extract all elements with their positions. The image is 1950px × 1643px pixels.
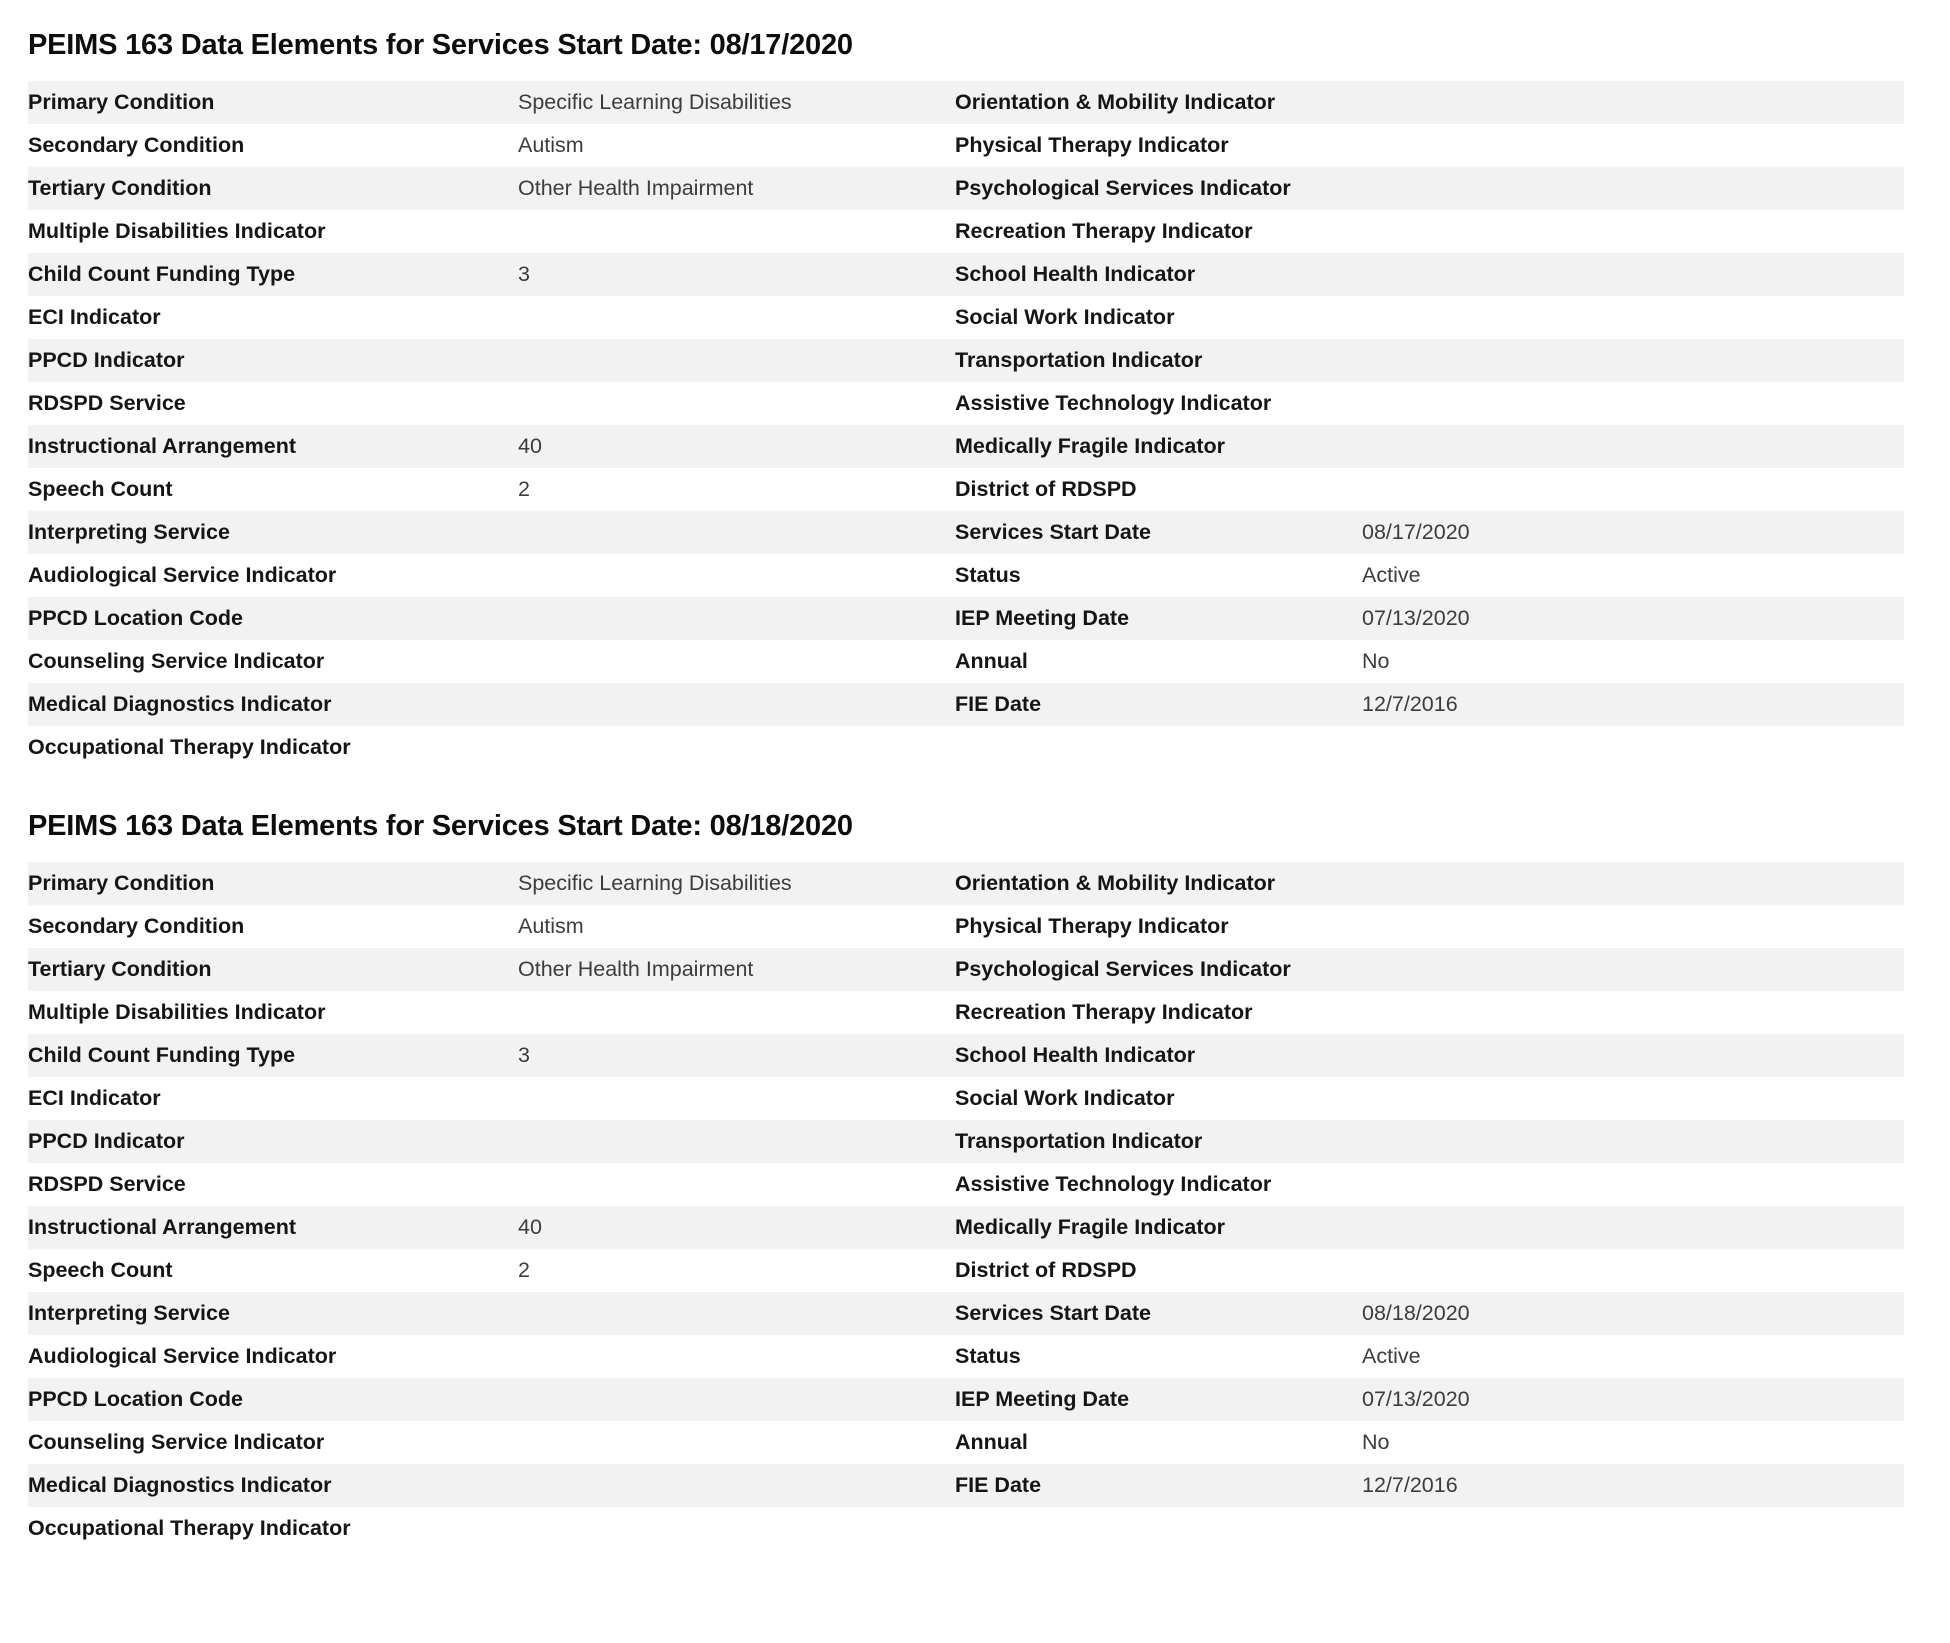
row-label-secondary: Annual <box>955 1429 1028 1454</box>
row-label-secondary: Orientation & Mobility Indicator <box>955 89 1276 114</box>
row-value-primary <box>518 511 955 554</box>
row-label-primary: PPCD Indicator <box>28 347 185 372</box>
row-value-primary: Other Health Impairment <box>518 175 754 200</box>
row-value-secondary <box>1362 124 1904 167</box>
row-label-primary: Counseling Service Indicator <box>28 648 325 673</box>
table-row <box>28 124 1904 167</box>
row-value-primary: 40 <box>518 1214 542 1239</box>
row-label-primary: Occupational Therapy Indicator <box>28 734 351 759</box>
row-label-secondary: Services Start Date <box>955 1300 1151 1325</box>
row-value-primary <box>518 1163 955 1206</box>
table-row <box>28 597 1904 640</box>
table-row <box>28 1335 1904 1378</box>
row-label-primary: Speech Count <box>28 476 173 501</box>
row-label-secondary: Social Work Indicator <box>955 304 1175 329</box>
row-value-secondary <box>1362 468 1904 511</box>
row-label-secondary: District of RDSPD <box>955 476 1137 501</box>
row-value-secondary <box>1362 210 1904 253</box>
row-value-secondary: 08/18/2020 <box>1362 1300 1470 1325</box>
table-row <box>28 726 1904 769</box>
table-row <box>28 382 1904 425</box>
row-label-primary: Secondary Condition <box>28 132 245 157</box>
row-label-secondary: IEP Meeting Date <box>955 1386 1130 1411</box>
row-value-primary: Autism <box>518 913 584 938</box>
row-value-primary <box>518 382 955 425</box>
row-label-secondary: IEP Meeting Date <box>955 605 1130 630</box>
peims-data-table <box>28 862 1904 1550</box>
row-label-secondary: Social Work Indicator <box>955 1085 1175 1110</box>
row-label-secondary: Orientation & Mobility Indicator <box>955 870 1276 895</box>
row-value-primary <box>518 1464 955 1507</box>
table-row <box>28 1163 1904 1206</box>
row-value-secondary <box>1362 1163 1904 1206</box>
row-value-primary <box>518 991 955 1034</box>
row-value-primary: 3 <box>518 261 530 286</box>
row-label-secondary: District of RDSPD <box>955 1257 1137 1282</box>
table-row <box>28 511 1904 554</box>
row-label-primary: Child Count Funding Type <box>28 1042 296 1067</box>
row-label-primary: ECI Indicator <box>28 304 161 329</box>
row-value-secondary <box>1362 1120 1904 1163</box>
peims-data-table <box>28 81 1904 769</box>
table-row <box>28 425 1904 468</box>
peims-section <box>28 28 1926 769</box>
table-row <box>28 905 1904 948</box>
row-value-secondary: Active <box>1362 1343 1421 1368</box>
table-row <box>28 1464 1904 1507</box>
row-label-primary: Interpreting Service <box>28 1300 230 1325</box>
row-label-secondary: Medically Fragile Indicator <box>955 1214 1226 1239</box>
row-value-primary <box>518 1120 955 1163</box>
row-label-primary: Primary Condition <box>28 89 215 114</box>
table-row <box>28 1421 1904 1464</box>
row-label-secondary: FIE Date <box>955 691 1042 716</box>
row-label-secondary: Annual <box>955 648 1028 673</box>
row-label-primary: PPCD Location Code <box>28 605 244 630</box>
row-label-primary: Secondary Condition <box>28 913 245 938</box>
row-value-primary: 3 <box>518 1042 530 1067</box>
row-label-primary: Tertiary Condition <box>28 956 212 981</box>
table-body <box>28 81 1904 769</box>
row-value-secondary: Active <box>1362 562 1421 587</box>
row-value-secondary: 12/7/2016 <box>1362 1472 1458 1497</box>
row-label-primary: Audiological Service Indicator <box>28 562 337 587</box>
row-value-primary <box>518 210 955 253</box>
row-value-secondary <box>1362 382 1904 425</box>
row-value-primary <box>518 1421 955 1464</box>
row-value-secondary: 07/13/2020 <box>1362 605 1470 630</box>
row-value-primary: Specific Learning Disabilities <box>518 89 792 114</box>
row-label-secondary: FIE Date <box>955 1472 1042 1497</box>
row-value-primary: Specific Learning Disabilities <box>518 870 792 895</box>
section-heading: PEIMS 163 Data Elements for Services Start Date: 08/17/2020 <box>28 29 853 61</box>
row-value-secondary: 08/17/2020 <box>1362 519 1470 544</box>
row-label-primary: Multiple Disabilities Indicator <box>28 999 326 1024</box>
table-row <box>28 683 1904 726</box>
table-row <box>28 468 1904 511</box>
table-row <box>28 210 1904 253</box>
row-value-primary <box>518 640 955 683</box>
row-label-primary: ECI Indicator <box>28 1085 161 1110</box>
row-value-primary: Autism <box>518 132 584 157</box>
row-label-primary: PPCD Indicator <box>28 1128 185 1153</box>
section-heading: PEIMS 163 Data Elements for Services Start Date: 08/18/2020 <box>28 809 853 842</box>
table-row <box>28 640 1904 683</box>
row-value-secondary <box>1362 296 1904 339</box>
table-row <box>28 1378 1904 1421</box>
table-row <box>28 253 1904 296</box>
row-value-secondary <box>1362 905 1904 948</box>
row-label-primary: Primary Condition <box>28 870 215 895</box>
row-value-primary: Other Health Impairment <box>518 956 754 981</box>
row-value-primary <box>518 726 955 769</box>
row-label-secondary: Status <box>955 562 1021 587</box>
row-value-primary <box>518 339 955 382</box>
row-value-secondary <box>1362 167 1904 210</box>
row-label-primary: Instructional Arrangement <box>28 1214 296 1239</box>
row-value-secondary <box>1362 991 1904 1034</box>
row-label-secondary: Psychological Services Indicator <box>955 956 1291 981</box>
table-row <box>28 1206 1904 1249</box>
row-value-primary <box>518 1335 955 1378</box>
row-label-primary: RDSPD Service <box>28 1171 186 1196</box>
row-value-primary <box>518 1077 955 1120</box>
row-label-primary: Occupational Therapy Indicator <box>28 1515 351 1540</box>
row-label-primary: Instructional Arrangement <box>28 433 296 458</box>
row-value-primary <box>518 1507 955 1550</box>
row-label-primary: Tertiary Condition <box>28 175 212 200</box>
row-label-secondary: School Health Indicator <box>955 261 1196 286</box>
row-label-secondary <box>955 726 1362 769</box>
row-label-secondary: Status <box>955 1343 1021 1368</box>
row-value-secondary <box>1362 726 1904 769</box>
table-row <box>28 862 1904 905</box>
row-value-secondary: No <box>1362 1429 1390 1454</box>
row-value-secondary <box>1362 1206 1904 1249</box>
row-value-secondary <box>1362 1249 1904 1292</box>
row-label-secondary <box>955 1507 1362 1550</box>
row-label-secondary: Assistive Technology Indicator <box>955 1171 1272 1196</box>
row-label-secondary: Medically Fragile Indicator <box>955 433 1226 458</box>
row-value-primary <box>518 597 955 640</box>
row-label-primary: Medical Diagnostics Indicator <box>28 691 332 716</box>
row-value-primary <box>518 1292 955 1335</box>
row-value-primary <box>518 1378 955 1421</box>
table-row <box>28 339 1904 382</box>
table-body <box>28 862 1904 1550</box>
row-value-secondary: 12/7/2016 <box>1362 691 1458 716</box>
row-label-primary: Multiple Disabilities Indicator <box>28 218 326 243</box>
row-label-primary: Interpreting Service <box>28 519 230 544</box>
row-value-secondary <box>1362 1077 1904 1120</box>
table-row <box>28 1077 1904 1120</box>
row-label-primary: Speech Count <box>28 1257 173 1282</box>
peims-section <box>28 809 1926 1550</box>
row-label-secondary: Transportation Indicator <box>955 347 1203 372</box>
row-label-secondary: Recreation Therapy Indicator <box>955 999 1253 1024</box>
row-value-primary <box>518 296 955 339</box>
row-value-secondary <box>1362 339 1904 382</box>
row-value-primary: 40 <box>518 433 542 458</box>
table-row <box>28 1034 1904 1077</box>
row-label-primary: PPCD Location Code <box>28 1386 244 1411</box>
row-label-primary: Medical Diagnostics Indicator <box>28 1472 332 1497</box>
table-row <box>28 167 1904 210</box>
table-row <box>28 296 1904 339</box>
row-label-primary: Audiological Service Indicator <box>28 1343 337 1368</box>
row-label-primary: RDSPD Service <box>28 390 186 415</box>
row-value-primary: 2 <box>518 476 530 501</box>
table-row <box>28 1292 1904 1335</box>
table-row <box>28 948 1904 991</box>
row-label-primary: Child Count Funding Type <box>28 261 296 286</box>
row-label-secondary: Recreation Therapy Indicator <box>955 218 1253 243</box>
row-label-secondary: School Health Indicator <box>955 1042 1196 1067</box>
row-value-secondary: 07/13/2020 <box>1362 1386 1470 1411</box>
row-label-secondary: Services Start Date <box>955 519 1151 544</box>
row-label-secondary: Assistive Technology Indicator <box>955 390 1272 415</box>
row-value-primary <box>518 554 955 597</box>
table-row <box>28 991 1904 1034</box>
row-value-primary <box>518 683 955 726</box>
row-label-primary: Counseling Service Indicator <box>28 1429 325 1454</box>
row-value-primary: 2 <box>518 1257 530 1282</box>
row-label-secondary: Transportation Indicator <box>955 1128 1203 1153</box>
row-value-secondary <box>1362 81 1904 124</box>
table-row <box>28 1120 1904 1163</box>
row-value-secondary <box>1362 1034 1904 1077</box>
row-value-secondary <box>1362 253 1904 296</box>
row-value-secondary <box>1362 425 1904 468</box>
row-label-secondary: Psychological Services Indicator <box>955 175 1291 200</box>
row-label-secondary: Physical Therapy Indicator <box>955 132 1229 157</box>
table-row <box>28 1507 1904 1550</box>
row-value-secondary: No <box>1362 648 1390 673</box>
row-value-secondary <box>1362 948 1904 991</box>
row-value-secondary <box>1362 862 1904 905</box>
row-label-secondary: Physical Therapy Indicator <box>955 913 1229 938</box>
table-row <box>28 554 1904 597</box>
table-row <box>28 1249 1904 1292</box>
row-value-secondary <box>1362 1507 1904 1550</box>
table-row <box>28 81 1904 124</box>
